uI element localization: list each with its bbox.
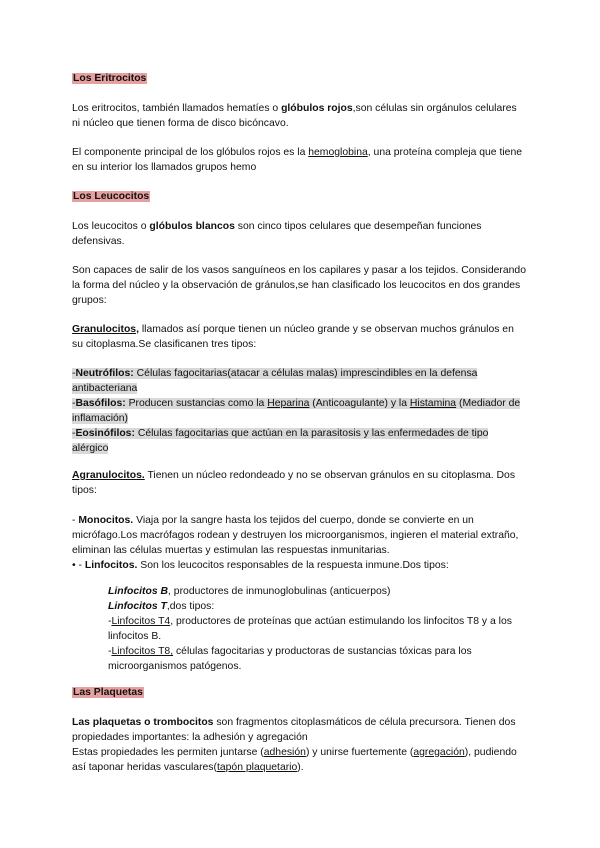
text-line: micrófago.Los macrófagos rodean y destruyen los microorganismos, ingieren el material extraño, [72, 530, 519, 541]
text-line: la forma del núcleo y la observación de gránulos,se han clasificado los leucocitos en dos grandes [72, 280, 521, 291]
text: son fragmentos citoplasmáticos de célula precursora. Tienen dos [213, 717, 516, 728]
linfocitos-sublist [108, 584, 588, 674]
granulocitos-term: Granulocitos, [72, 324, 139, 335]
text-line: alérgico [72, 443, 109, 454]
basofilos-item [72, 398, 520, 409]
text-line: eliminan las células muertas y estimulan las respuestas inmunitarias. [72, 545, 390, 556]
text: son cinco tipos celulares que desempeñan funciones [234, 221, 482, 232]
histamina-link[interactable]: Histamina [409, 398, 457, 409]
dash: - [72, 428, 76, 439]
text-line: propiedades importantes: la adhesión y agregación [72, 732, 308, 743]
leucocitos-paragraph-1 [72, 219, 552, 249]
heading-leucocitos [72, 189, 150, 204]
text-line: tipos: [72, 485, 97, 496]
text: Tienen un núcleo redondeado y no se observan gránulos en su citoplasma. Dos [144, 470, 516, 481]
text-line: Son capaces de salir de los vasos sanguíneos en los capilares y pasar a los tejidos. Considerando [72, 265, 526, 276]
heading-text: Los Leucocitos [73, 191, 150, 202]
text: ,son células sin orgánulos celulares [352, 103, 517, 114]
heparina-link[interactable]: Heparina [267, 398, 310, 409]
bold-term: Neutrófilos: [75, 368, 134, 379]
text: , una proteína compleja que tiene [367, 147, 523, 158]
dash: - [72, 368, 76, 379]
heading-eritrocitos [72, 71, 147, 86]
bold-term: Eosinófilos: [75, 428, 135, 439]
bullet: • - [72, 560, 85, 571]
linfocitos-b-term: Linfocitos B [108, 586, 169, 597]
text-line: en su interior los llamados grupos hemo [72, 162, 257, 173]
text: ). [297, 762, 304, 773]
dash: - [72, 515, 79, 526]
leucocitos-paragraph-2 [72, 263, 552, 308]
heading-plaquetas [72, 685, 144, 700]
bold-term: Linfocitos. [84, 560, 138, 571]
text: Viaja por la sangre hasta los tejidos del cuerpo, donde se convierte en un [133, 515, 474, 526]
text-line: grupos: [72, 295, 107, 306]
tapon-plaquetario-link[interactable]: tapón plaquetario [216, 762, 298, 773]
text: , productores de inmunoglobulinas (anticuerpos) [168, 586, 391, 597]
text: ,dos tipos: [166, 601, 215, 612]
dash: - [108, 616, 112, 627]
text: así taponar heridas vasculares( [72, 762, 217, 773]
text: llamados así porque tienen un núcleo grande y se observan muchos gránulos en [138, 324, 514, 335]
neutrofilos-item [72, 368, 477, 379]
eosinofilos-item [72, 428, 488, 439]
text-line: defensivas. [72, 236, 125, 247]
eritrocitos-paragraph-2 [72, 145, 552, 175]
hemoglobina-link[interactable]: hemoglobina [308, 147, 368, 158]
bold-term: Monocitos. [78, 515, 134, 526]
text: Estas propiedades les permiten juntarse ( [72, 747, 264, 758]
granulocitos-paragraph [72, 322, 552, 352]
text: Son los leucocitos responsables de la respuesta inmune.Dos tipos: [137, 560, 449, 571]
bold-term: glóbulos blancos [149, 221, 235, 232]
text: Los leucocitos o [72, 221, 150, 232]
text: El componente principal de los glóbulos rojos es la [72, 147, 309, 158]
bold-term: Las plaquetas o trombocitos [72, 717, 214, 728]
text-line: antibacteriana [72, 383, 138, 394]
heading-text: Los Eritrocitos [73, 73, 147, 84]
linfocitos-item [72, 558, 552, 573]
linfocitos-t-term: Linfocitos T [108, 601, 167, 612]
heading-text: Las Plaquetas [73, 687, 143, 698]
text-line: ni núcleo que tienen forma de disco bicóncavo. [72, 118, 289, 129]
text: células fagocitarias y productoras de sustancias tóxicas para los [173, 646, 472, 657]
text: (Mediador de [456, 398, 521, 409]
text: Los eritrocitos, también llamados hematíes o [72, 103, 282, 114]
text-line: su citoplasma.Se clasificanen tres tipos: [72, 339, 257, 350]
dash: - [72, 398, 76, 409]
monocitos-item [72, 513, 552, 573]
text-line: linfocitos B. [108, 631, 162, 642]
text-line: inflamación) [72, 413, 129, 424]
text-line: microorganismos patógenos. [108, 661, 242, 672]
agranulocitos-term: Agranulocitos. [72, 470, 145, 481]
text: , productores de proteínas que actúan estimulando los linfocitos T8 y a los [170, 616, 512, 627]
plaquetas-paragraph [72, 715, 552, 775]
text: Células fagocitarias que actúan en la parasitosis y las enfermedades de tipo [134, 428, 489, 439]
bold-term: Basófilos: [75, 398, 126, 409]
eritrocitos-paragraph-1 [72, 101, 552, 131]
dash: - [108, 646, 112, 657]
linfocitos-t8-link[interactable]: Linfocitos T8, [111, 646, 174, 657]
agranulocitos-paragraph [72, 468, 552, 498]
agregacion-link[interactable]: agregación [413, 747, 465, 758]
text: ), pudiendo [464, 747, 517, 758]
linfocitos-t4-link[interactable]: Linfocitos T4 [111, 616, 171, 627]
granulocitos-types-list [72, 366, 552, 456]
text: Producen sustancias como la [125, 398, 268, 409]
adhesion-link[interactable]: adhesión [263, 747, 306, 758]
text: Células fagocitarias(atacar a células malas) imprescindibles en la defensa [133, 368, 478, 379]
text: ) y unirse fuertemente ( [305, 747, 414, 758]
bold-term: glóbulos rojos [281, 103, 353, 114]
text: (Anticoagulante) y la [309, 398, 410, 409]
